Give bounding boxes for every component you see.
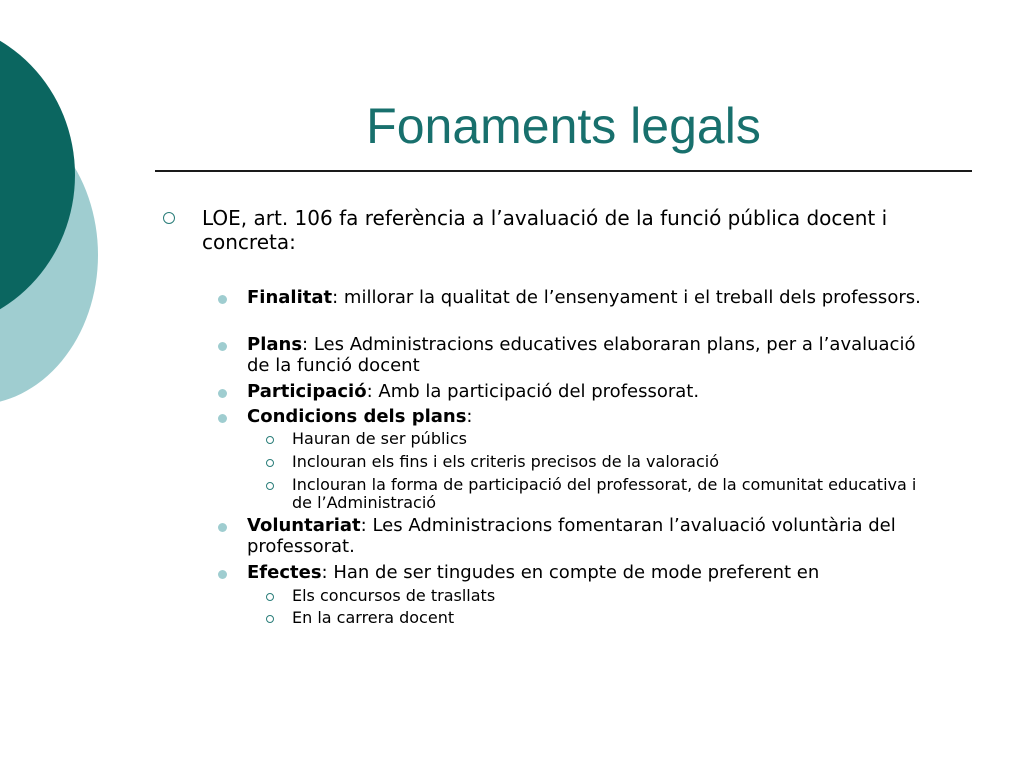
item-term: Plans	[247, 334, 303, 355]
list-item-voluntariat	[247, 515, 937, 557]
list-item-plans	[247, 334, 937, 376]
sub-list-item: Inclouran la forma de participació del professorat, de la comunitat educativa i de l’Administració	[292, 475, 917, 512]
list-item-finalitat	[247, 287, 937, 308]
dot-bullet-icon	[218, 570, 227, 579]
item-text: :	[466, 406, 473, 427]
item-text: : Han de ser tingudes en compte de mode preferent en	[321, 562, 820, 583]
hollow-circle-bullet-icon	[266, 593, 274, 601]
item-term: Voluntariat	[247, 515, 361, 536]
intro-text: LOE, art. 106 fa referència a l’avaluació de la funció pública docent i concreta:	[202, 206, 888, 254]
hollow-circle-bullet-icon	[266, 615, 274, 623]
dot-bullet-icon	[218, 342, 227, 351]
item-term: Finalitat	[247, 287, 333, 308]
hollow-circle-bullet-icon	[266, 482, 274, 490]
item-term: Condicions dels plans	[247, 406, 467, 427]
sub-list-item: Els concursos de trasllats	[292, 586, 496, 605]
slide-title: Fonaments legals	[366, 98, 761, 154]
item-text: : Les Administracions educatives elaboraran plans, per a l’avaluació de la funció docent	[247, 334, 916, 376]
item-term: Participació	[247, 381, 367, 402]
list-item-efectes	[247, 562, 937, 583]
hollow-circle-bullet-icon	[266, 459, 274, 467]
sub-list-item: Inclouran els fins i els criteris precisos de la valoració	[292, 452, 719, 471]
sub-list-item: En la carrera docent	[292, 608, 455, 627]
list-item-condicions	[247, 406, 937, 427]
item-text: : Les Administracions fomentaran l’avaluació voluntària del professorat.	[247, 515, 896, 557]
title-divider	[155, 170, 972, 172]
item-term: Efectes	[247, 562, 322, 583]
dot-bullet-icon	[218, 414, 227, 423]
sub-list-item: Hauran de ser públics	[292, 429, 467, 448]
dot-bullet-icon	[218, 523, 227, 532]
hollow-circle-bullet-icon	[266, 436, 274, 444]
list-item-participacio	[247, 381, 937, 402]
dot-bullet-icon	[218, 389, 227, 398]
hollow-circle-bullet-icon	[163, 212, 175, 224]
dot-bullet-icon	[218, 295, 227, 304]
item-text: : millorar la qualitat de l’ensenyament i el treball dels professors.	[332, 287, 921, 308]
item-text: : Amb la participació del professorat.	[366, 381, 700, 402]
